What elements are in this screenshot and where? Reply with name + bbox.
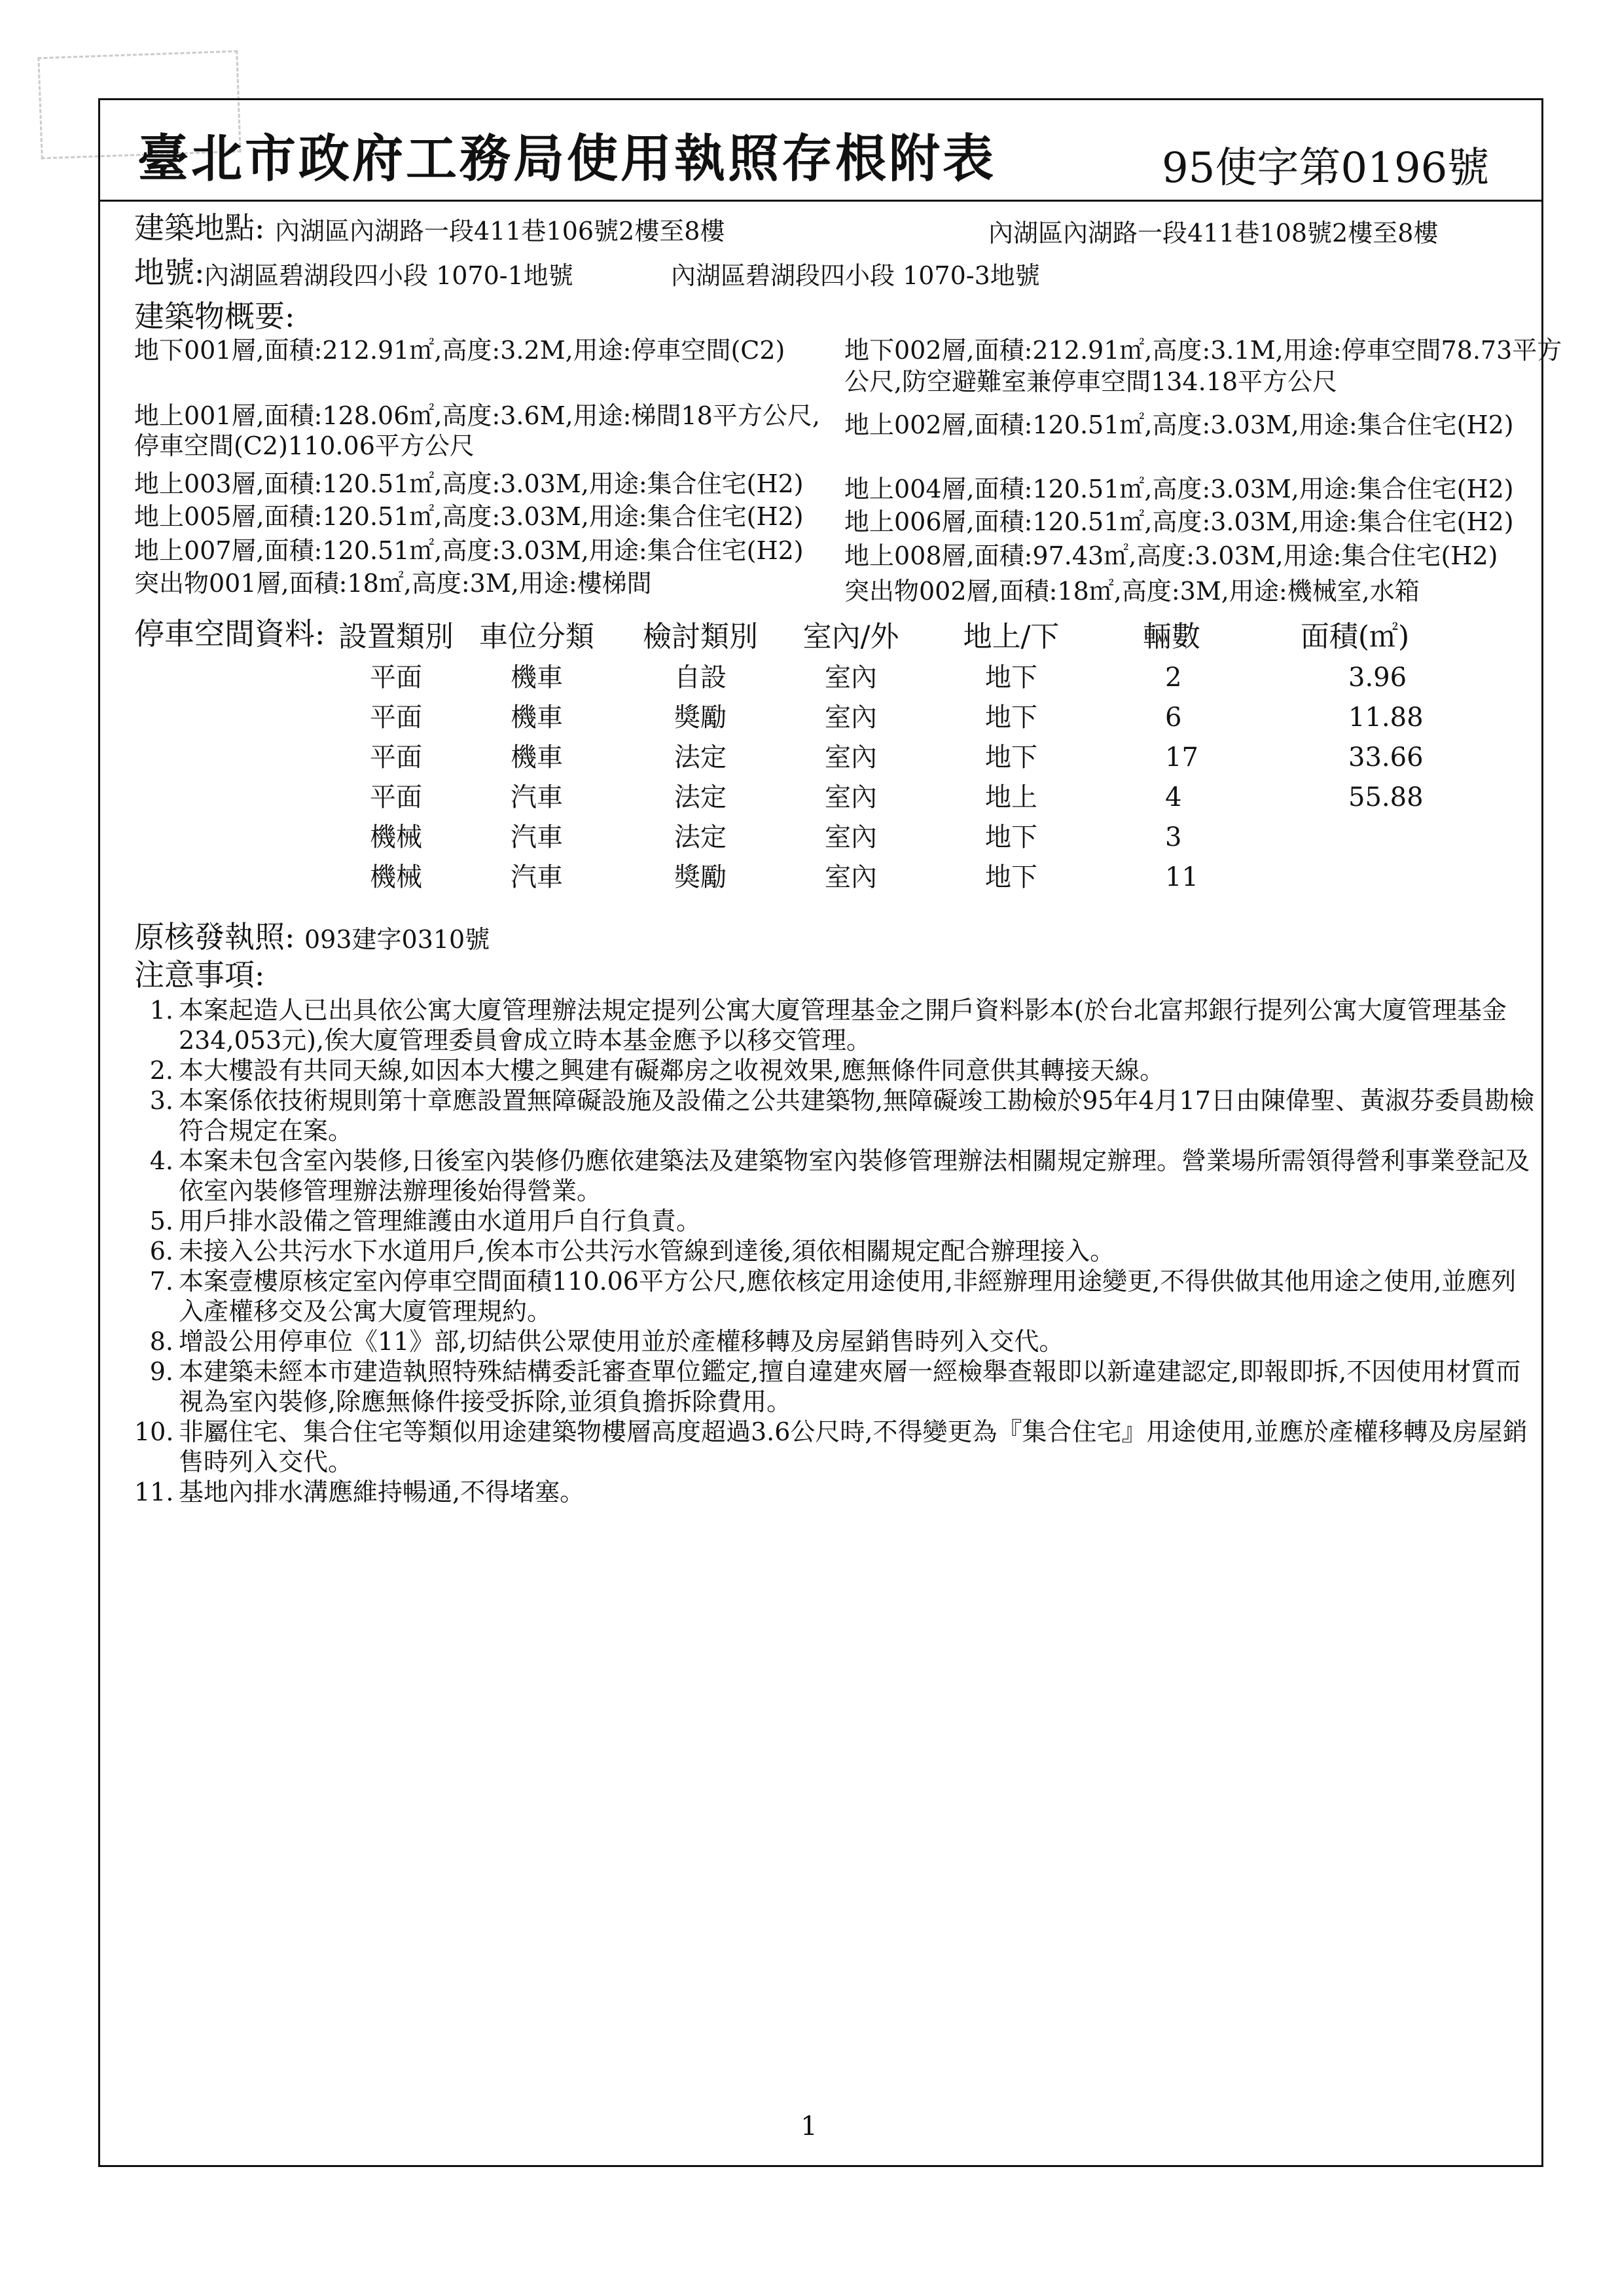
overview-right-line: 地上002層,面積:120.51㎡,高度:3.03M,用途:集合住宅(H2) (844, 410, 1514, 439)
parking-cell: 3.96 (1348, 663, 1407, 693)
note-text: 本案起造人已出具依公寓大廈管理辦法規定提列公寓大廈管理基金之開戶資料影本(於台北富邦銀行提列公寓大廈管理基金234,053元),俟大廈管理委員會成立時本基金應予以移交管理。 (179, 996, 1507, 1055)
parking-cell: 地下 (985, 702, 1037, 733)
permit-number: 95使字第0196號 (1162, 144, 1490, 192)
overview-left-line: 地下001層,面積:212.91㎡,高度:3.2M,用途:停車空間(C2) (134, 336, 785, 365)
note-text: 本案係依技術規則第十章應設置無障礙設施及設備之公共建築物,無障礙竣工勘檢於95年4月17日由陳偉聖、黃淑芬委員勘檢符合規定在案。 (179, 1086, 1534, 1145)
parking-cell: 室內 (825, 663, 877, 693)
parking-cell: 3 (1165, 822, 1182, 852)
parking-cell: 機車 (511, 702, 563, 733)
overview-right-line: 突出物002層,面積:18㎡,高度:3M,用途:機械室,水箱 (844, 577, 1420, 606)
parking-cell: 4 (1165, 782, 1182, 812)
note-text: 本案未包含室內裝修,日後室內裝修仍應依建築法及建築物室內裝修管理辦法相關規定辦理。營業場所需領得營利事業登記及依室內裝修管理辦法辦理後始得營業。 (179, 1146, 1530, 1205)
parking-cell: 地下 (985, 742, 1037, 773)
overview-label: 建築物概要: (134, 299, 295, 334)
parking-cell: 平面 (370, 702, 422, 733)
parking-cell: 汽車 (511, 862, 563, 892)
note-item (134, 1417, 1535, 1477)
note-item (134, 1146, 1535, 1206)
note-text: 本案壹樓原核定室內停車空間面積110.06平方公尺,應依核定用途使用,非經辦理用途變更,不得供做其他用途之使用,並應列入產權移交及公寓大廈管理規約。 (179, 1267, 1517, 1326)
document-title: 臺北市政府工務局使用執照存根附表 (137, 129, 997, 189)
parking-cell: 地上 (985, 782, 1037, 812)
note-number: 8. (149, 1327, 173, 1356)
parking-cell: 汽車 (511, 782, 563, 812)
note-number: 4. (149, 1146, 173, 1175)
page-number: 1 (800, 2111, 818, 2141)
parking-cell: 2 (1165, 663, 1182, 693)
note-text: 增設公用停車位《11》部,切結供公眾使用並於產權移轉及房屋銷售時列入交代。 (179, 1327, 1064, 1356)
lot-number-1: 內湖區碧湖段四小段 1070-1地號 (204, 261, 573, 290)
parking-cell: 11.88 (1348, 702, 1424, 733)
note-item (134, 1236, 1535, 1266)
note-number: 2. (149, 1056, 173, 1085)
parking-header-1: 設置類別 (338, 620, 454, 653)
notes-list (134, 995, 1535, 1507)
note-item (134, 995, 1535, 1055)
parking-cell: 55.88 (1348, 782, 1424, 812)
overview-right-line: 地上008層,面積:97.43㎡,高度:3.03M,用途:集合住宅(H2) (844, 541, 1498, 570)
parking-header-3: 檢討類別 (643, 620, 758, 653)
note-number: 3. (149, 1086, 173, 1115)
parking-cell: 機械 (370, 862, 422, 892)
notes-label: 注意事項: (134, 957, 265, 993)
note-item (134, 1206, 1535, 1236)
parking-cell: 法定 (674, 782, 727, 812)
lot-label: 地號: (134, 255, 205, 290)
overview-left-line: 地上005層,面積:120.51㎡,高度:3.03M,用途:集合住宅(H2) (134, 502, 804, 531)
parking-header-4: 室內/外 (802, 620, 899, 653)
parking-header-5: 地上/下 (963, 620, 1060, 653)
parking-cell: 平面 (370, 663, 422, 693)
parking-cell: 室內 (825, 862, 877, 892)
note-number: 11. (134, 1478, 174, 1506)
parking-header-2: 車位分類 (479, 620, 594, 653)
note-item (134, 1055, 1535, 1085)
parking-cell: 6 (1165, 702, 1182, 733)
parking-header-7: 面積(㎡) (1300, 620, 1410, 653)
overview-left-line: 地上001層,面積:128.06㎡,高度:3.6M,用途:梯間18平方公尺, (134, 401, 820, 430)
note-item (134, 1085, 1535, 1146)
note-item (134, 1477, 1535, 1507)
overview-left-line: 地上003層,面積:120.51㎡,高度:3.03M,用途:集合住宅(H2) (134, 469, 804, 498)
lot-number-2: 內湖區碧湖段四小段 1070-3地號 (671, 261, 1040, 290)
note-item (134, 1266, 1535, 1326)
site-address-2: 內湖區內湖路一段411巷108號2樓至8樓 (988, 219, 1439, 247)
parking-cell: 獎勵 (674, 862, 727, 892)
overview-left-line: 突出物001層,面積:18㎡,高度:3M,用途:樓梯間 (134, 569, 652, 598)
note-text: 未接入公共污水下水道用戶,俟本市公共污水管線到達後,須依相關規定配合辦理接入。 (179, 1237, 1115, 1266)
note-text: 非屬住宅、集合住宅等類似用途建築物樓層高度超過3.6公尺時,不得變更為『集合住宅』用途使用,並應於產權移轉及房屋銷售時列入交代。 (179, 1417, 1528, 1476)
parking-cell: 17 (1165, 742, 1198, 773)
parking-cell: 地下 (985, 822, 1037, 852)
parking-cell: 室內 (825, 742, 877, 773)
parking-cell: 機械 (370, 822, 422, 852)
parking-cell: 11 (1165, 862, 1198, 892)
parking-cell: 法定 (674, 822, 727, 852)
note-text: 用戶排水設備之管理維護由水道用戶自行負責。 (179, 1207, 702, 1235)
note-number: 9. (149, 1357, 173, 1386)
parking-cell: 室內 (825, 782, 877, 812)
overview-right-line: 地上004層,面積:120.51㎡,高度:3.03M,用途:集合住宅(H2) (844, 475, 1514, 503)
parking-cell: 地下 (985, 663, 1037, 693)
note-item (134, 1357, 1535, 1417)
overview-left-line: 停車空間(C2)110.06平方公尺 (134, 431, 475, 460)
parking-cell: 機車 (511, 663, 563, 693)
overview-right-line: 地下002層,面積:212.91㎡,高度:3.1M,用途:停車空間78.73平方 (844, 336, 1562, 365)
note-text: 本大樓設有共同天線,如因本大樓之興建有礙鄰房之收視效果,應無條件同意供其轉接天線。 (179, 1056, 1165, 1085)
parking-cell: 平面 (370, 742, 422, 773)
note-number: 10. (134, 1417, 174, 1446)
title-divider (98, 200, 1543, 202)
parking-label: 停車空間資料: (134, 616, 325, 651)
note-number: 1. (149, 996, 173, 1025)
overview-right-line: 地上006層,面積:120.51㎡,高度:3.03M,用途:集合住宅(H2) (844, 507, 1514, 536)
site-address-1: 內湖區內湖路一段411巷106號2樓至8樓 (275, 217, 725, 246)
original-permit-number: 093建字0310號 (304, 925, 490, 954)
parking-cell: 33.66 (1348, 742, 1424, 773)
note-number: 5. (149, 1207, 173, 1235)
overview-right-line: 公尺,防空避難室兼停車空間134.18平方公尺 (844, 367, 1338, 396)
note-number: 6. (149, 1237, 173, 1266)
site-label: 建築地點: (134, 210, 265, 246)
parking-cell: 汽車 (511, 822, 563, 852)
parking-header-6: 輛數 (1143, 620, 1200, 653)
note-text: 本建築未經本市建造執照特殊結構委託審查單位鑑定,擅自違建夾層一經檢舉查報即以新違建認定,即報即拆,不因使用材質而視為室內裝修,除應無條件接受拆除,並須負擔拆除費用。 (179, 1357, 1521, 1416)
parking-cell: 室內 (825, 822, 877, 852)
overview-left-line: 地上007層,面積:120.51㎡,高度:3.03M,用途:集合住宅(H2) (134, 536, 804, 565)
parking-cell: 機車 (511, 742, 563, 773)
parking-cell: 法定 (674, 742, 727, 773)
note-number: 7. (149, 1267, 173, 1296)
parking-cell: 獎勵 (674, 702, 727, 733)
parking-cell: 室內 (825, 702, 877, 733)
parking-cell: 平面 (370, 782, 422, 812)
note-text: 基地內排水溝應維持暢通,不得堵塞。 (179, 1478, 585, 1506)
parking-cell: 自設 (674, 663, 727, 693)
parking-cell: 地下 (985, 862, 1037, 892)
original-permit-label: 原核發執照: (134, 919, 295, 955)
note-item (134, 1326, 1535, 1357)
